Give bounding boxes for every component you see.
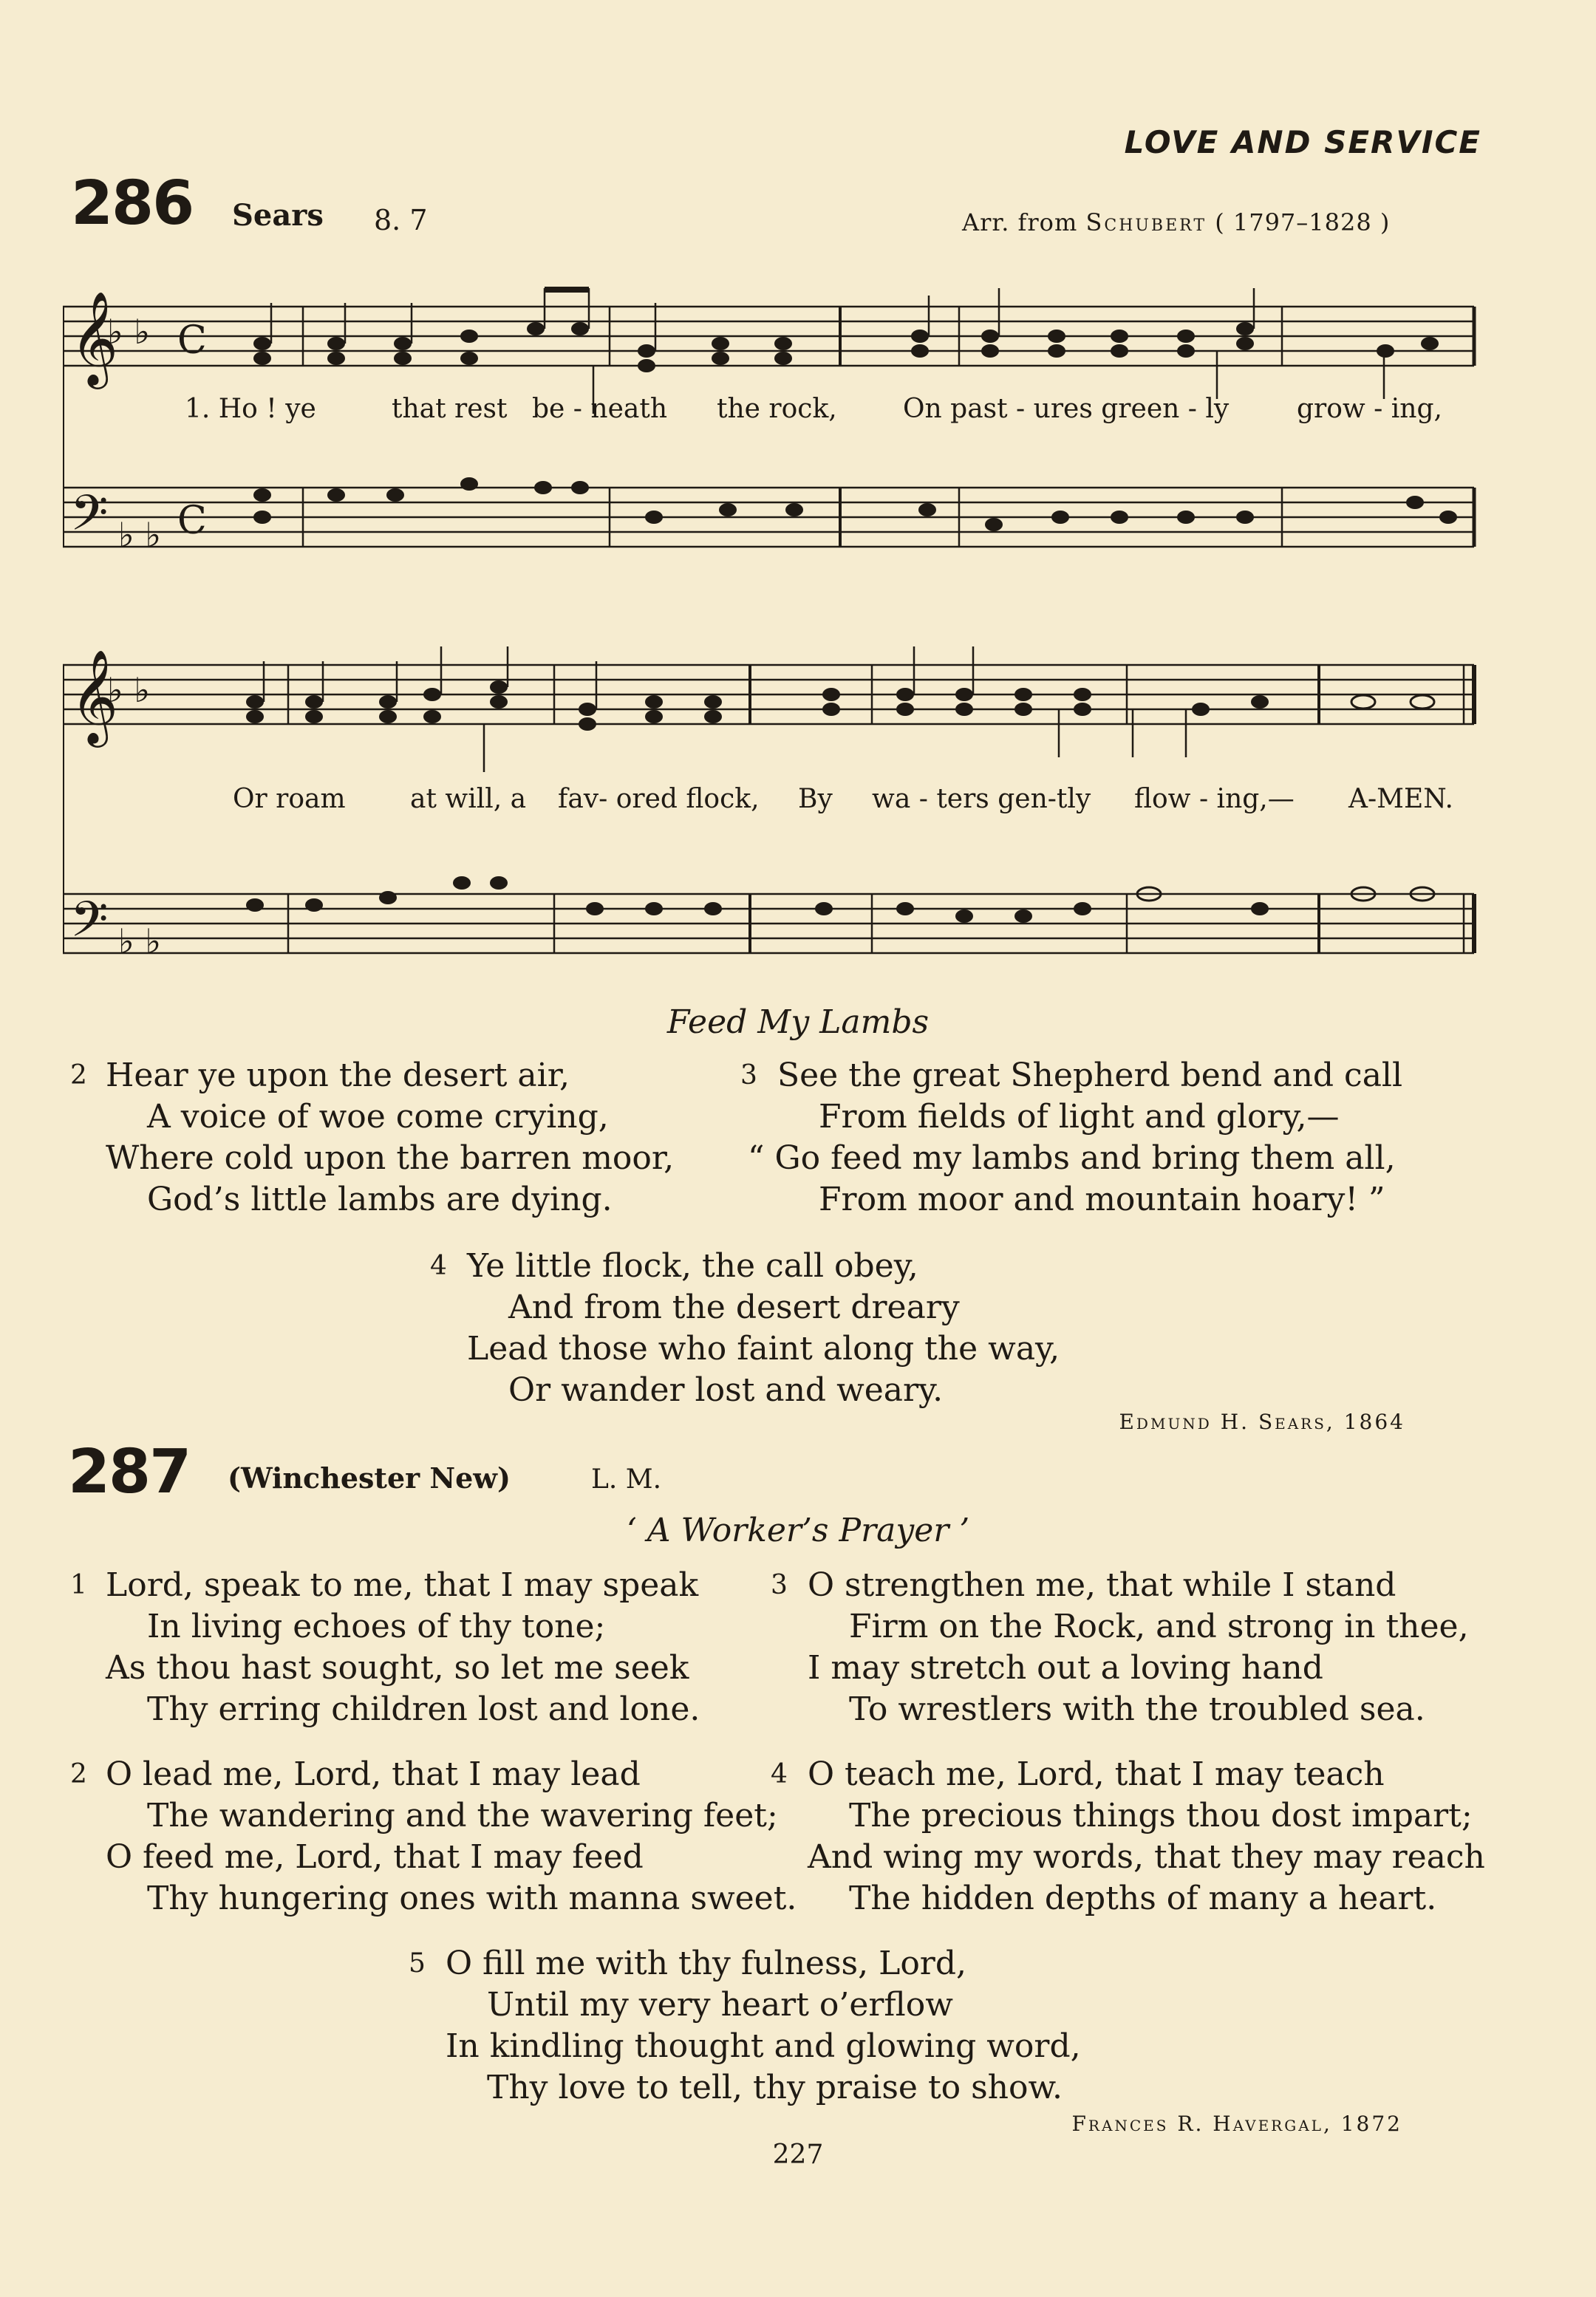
hymn-287-verse-2 — [70, 1754, 797, 1919]
music-system-2 — [63, 632, 1485, 986]
verse-line: And from the desert dreary — [508, 1289, 960, 1326]
arranger-name: Schubert — [1085, 208, 1207, 236]
lyric-line-1-3: the rock, — [717, 394, 837, 424]
lyric-line-1-1: that rest — [392, 394, 508, 424]
hymn-287-subtitle: ‘ A Worker’s Prayer ’ — [626, 1512, 970, 1549]
music-system-1 — [63, 273, 1485, 613]
hymn-287-meter: L. M. — [591, 1464, 662, 1495]
hymn-286-author: Edmund H. Sears, 1864 — [1119, 1410, 1405, 1434]
verse-line: A voice of woe come crying, — [147, 1098, 609, 1136]
svg-text:𝄢: 𝄢 — [70, 485, 109, 553]
hymn-287-tune: (Winchester New) — [228, 1461, 511, 1495]
verse-line: Lord, speak to me, that I may speak — [106, 1566, 699, 1604]
lyric-line-2-5: flow - ing,— — [1134, 784, 1295, 814]
verse-line: Ye little flock, the call obey, — [467, 1247, 918, 1285]
verse-line: See the great Shepherd bend and call — [777, 1057, 1403, 1094]
verse-line: Firm on the Rock, and strong in thee, — [849, 1608, 1469, 1645]
verse-line: I may stretch out a loving hand — [808, 1649, 1323, 1687]
verse-line: Thy love to tell, thy praise to show. — [487, 2069, 1063, 2106]
verse-line: O fill me with thy fulness, Lord, — [446, 1945, 966, 1982]
hymn-286-verse-2 — [70, 1055, 675, 1221]
lyric-line-2-1: at will, a — [410, 784, 527, 814]
hymn-286-verse-3 — [740, 1055, 1403, 1221]
hymn-286-number: 286 — [71, 168, 194, 239]
verse-line: God’s little lambs are dying. — [147, 1181, 613, 1218]
verse-line: In living echoes of thy tone; — [147, 1608, 606, 1645]
verse-line: Where cold upon the barren moor, — [106, 1139, 675, 1177]
verse-line: Until my very heart o’erflow — [487, 1986, 953, 2024]
hymn-287-author: Frances R. Havergal, 1872 — [1071, 2112, 1402, 2136]
verse-line: “ Go feed my lambs and bring them all, — [748, 1139, 1396, 1177]
hymn-286-tune: Sears — [232, 198, 324, 233]
verse-number: 4 — [771, 1759, 788, 1789]
svg-text:𝄞: 𝄞 — [70, 290, 119, 385]
lyric-line-1-0: 1. Ho ! ye — [185, 394, 316, 424]
svg-text:C: C — [177, 318, 207, 363]
verse-line: O strengthen me, that while I stand — [808, 1566, 1396, 1604]
hymn-287-verse-4 — [771, 1754, 1485, 1919]
lyric-line-2-4: wa - ters gen-tly — [872, 784, 1091, 814]
lyric-line-2-3: By — [798, 784, 833, 814]
svg-text:♭ ♭: ♭ ♭ — [107, 312, 151, 352]
verse-line: And wing my words, that they may reach — [808, 1838, 1485, 1876]
svg-text:C: C — [177, 499, 207, 543]
verse-line: Lead those who faint along the way, — [467, 1330, 1060, 1368]
hymn-286-verse-4 — [430, 1246, 1060, 1411]
lyric-line-1-2: be - neath — [532, 394, 668, 424]
hymn-287-verse-5 — [409, 1943, 1081, 2109]
verse-line: The hidden depths of many a heart. — [849, 1880, 1437, 1917]
lyric-line-1-5: grow - ing, — [1297, 394, 1442, 424]
lyric-line-1-4: On past - ures green - ly — [903, 394, 1230, 424]
verse-line: As thou hast sought, so let me seek — [106, 1649, 689, 1687]
lyric-line-2-0: Or roam — [233, 784, 346, 814]
verse-line: From moor and mountain hoary! ” — [819, 1181, 1385, 1218]
verse-line: Hear ye upon the desert air, — [106, 1057, 570, 1094]
hymn-286-arranger — [962, 208, 1390, 236]
verse-line: The precious things thou dost impart; — [849, 1797, 1473, 1834]
lyric-line-2-2: fav- ored flock, — [558, 784, 760, 814]
verse-line: Thy erring children lost and lone. — [147, 1690, 700, 1728]
verse-line: To wrestlers with the troubled sea. — [849, 1690, 1425, 1728]
verse-number: 2 — [70, 1759, 87, 1789]
svg-text:𝄞: 𝄞 — [70, 649, 119, 743]
svg-text:♭ ♭: ♭ ♭ — [107, 670, 151, 710]
verse-line: Or wander lost and weary. — [508, 1371, 944, 1409]
verse-number: 1 — [70, 1570, 87, 1600]
verse-number: 3 — [740, 1060, 757, 1091]
hymn-287-number: 287 — [68, 1437, 191, 1507]
verse-line: From fields of light and glory,— — [819, 1098, 1340, 1136]
svg-text:♭ ♭: ♭ ♭ — [118, 515, 162, 555]
hymn-286-meter: 8. 7 — [374, 204, 428, 236]
arranger-dates: ( 1797–1828 ) — [1215, 208, 1391, 236]
section-title: LOVE AND SERVICE — [1124, 124, 1481, 160]
verse-line: Thy hungering ones with manna sweet. — [147, 1880, 797, 1917]
lyric-line-2-6: A-MEN. — [1348, 784, 1453, 814]
verse-line: O teach me, Lord, that I may teach — [808, 1755, 1385, 1793]
verse-number: 4 — [430, 1251, 447, 1281]
verse-number: 3 — [771, 1570, 788, 1600]
hymn-287-verse-3 — [771, 1565, 1469, 1730]
hymn-286-subtitle: Feed My Lambs — [666, 1003, 930, 1041]
page-number: 227 — [772, 2140, 824, 2170]
verse-line: O feed me, Lord, that I may feed — [106, 1838, 644, 1876]
hymn-287-verse-1 — [70, 1565, 700, 1730]
verse-number: 2 — [70, 1060, 87, 1091]
verse-number: 5 — [409, 1948, 426, 1979]
verse-line: O lead me, Lord, that I may lead — [106, 1755, 641, 1793]
arranger-prefix: Arr. from — [962, 208, 1078, 236]
svg-text:♭ ♭: ♭ ♭ — [118, 921, 162, 961]
verse-line: In kindling thought and glowing word, — [446, 2027, 1081, 2065]
verse-line: The wandering and the wavering feet; — [147, 1797, 778, 1834]
svg-text:𝄢: 𝄢 — [70, 891, 109, 960]
